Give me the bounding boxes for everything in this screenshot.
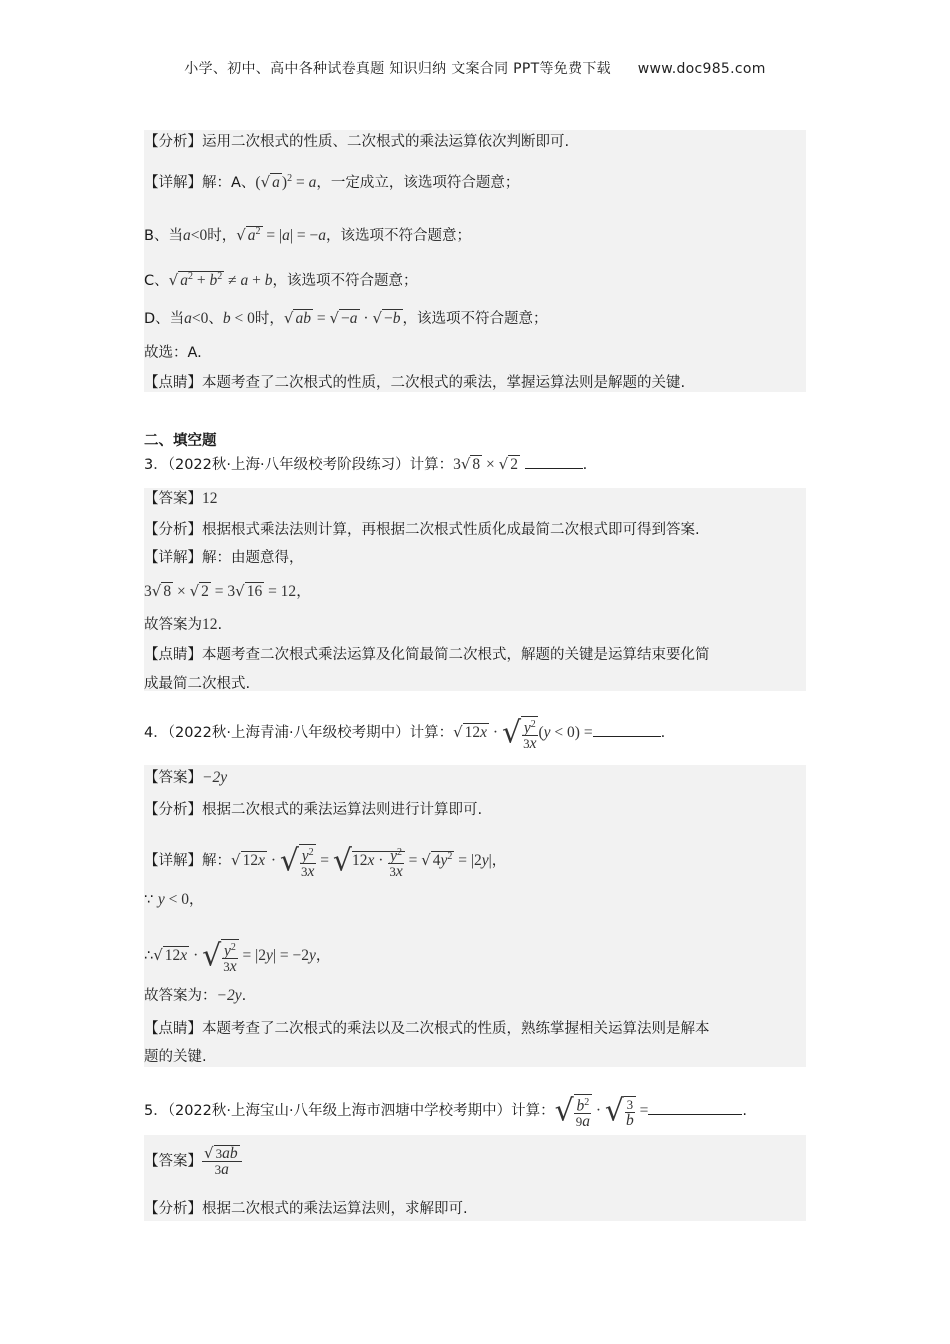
q4-analysis: 【分析】根据二次根式的乘法运算法则进行计算即可. <box>144 802 483 818</box>
q3-comment-1: 【点睛】本题考查二次根式乘法运算及化简最简二次根式，解题的关键是运算结束要化简 <box>144 647 710 663</box>
q3-stem: 3．（2022秋·上海·八年级校考阶段练习）计算：3√ 8 × √ 2 . <box>144 455 588 473</box>
q4-detail: 【详解】解：√ 12x · √ $\frac{y^2}{3x}$ = √12x · $\frac{y^2}{3x}$ = √ $4y^2 = |2y|$， <box>144 843 507 881</box>
header-url[interactable]: www.doc985.com <box>637 61 766 77</box>
q2-analysis: 【分析】运用二次根式的性质、二次根式的乘法运算依次判断即可. <box>144 134 570 150</box>
q3-expression: 3√ 8 × √ 2 <box>453 455 518 473</box>
q3-calculation: 3√ 8 × √ 2 = 3√ 16 = 12， <box>144 582 311 600</box>
q4-therefore: ∴√ 12x · √ $\frac{y^2}{3x}$ = |2y| = −2y， <box>144 938 331 976</box>
q4-result: 故答案为：−2y. <box>144 987 247 1004</box>
q4-detail-formula: √ 12x · √ $\frac{y^2}{3x}$ = √12x · $\frac{y^2}{3x}$ = √ $4y^2 = |2y|$ <box>231 843 492 881</box>
formula-a: (√ a )$^2$ = a <box>255 173 317 192</box>
q4-answer: 【答案】−2y <box>144 769 228 786</box>
q4-comment-1: 【点睛】本题考查了二次根式的乘法以及二次根式的性质，熟练掌握相关运算法则是解本 <box>144 1021 710 1037</box>
q5-answer-fraction: $\frac{√ 3ab}{3a}$ <box>202 1146 242 1177</box>
q5-stem: 5．（2022秋·上海宝山·八年级上海市泗塘中学校考期中）计算：√ $\frac{b^2}{9a}$ · √ $\frac{3}{b}$ = . <box>144 1093 747 1131</box>
q3-comment-2: 成最简二次根式. <box>144 676 251 692</box>
q5-answer: 【答案】 $\frac{√ 3ab}{3a}$ <box>144 1146 806 1177</box>
q3-result: 故答案为12. <box>144 616 223 633</box>
section-title: 二、填空题 <box>144 433 217 449</box>
q4-comment-2: 题的关键. <box>144 1049 207 1065</box>
q4-expression: √ 12x · √ $\frac{y^2}{3x}$ (y < 0) = <box>453 715 593 753</box>
q5-answer-blank[interactable] <box>648 1100 742 1115</box>
q2-detail-b: B、当a<0时，√ $a^2 = |a| = -a$，该选项不符合题意； <box>144 226 471 245</box>
formula-d: √ ab = √ −a · √ −b <box>283 309 401 327</box>
formula-b: √ $a^2 = |a| = -a$ <box>236 226 326 245</box>
q5-analysis: 【分析】根据二次根式的乘法运算法则，求解即可. <box>144 1201 468 1217</box>
q3-detail: 【详解】解：由题意得， <box>144 550 304 566</box>
q4-answer-blank[interactable] <box>593 722 661 737</box>
q2-comment: 【点睛】本题考查了二次根式的性质，二次根式的乘法，掌握运算法则是解题的关键. <box>144 375 686 391</box>
q4-therefore-formula: √ 12x · √ $\frac{y^2}{3x}$ = |2y| = −2y <box>153 938 316 976</box>
q2-detail-a: 【详解】解：A、(√ a )$^2$ = a，一定成立，该选项符合题意； <box>144 173 520 192</box>
q5-expression: √ $\frac{b^2}{9a}$ · √ $\frac{3}{b}$ = <box>554 1093 649 1131</box>
q2-detail-d: D、当a<0、b < 0时，√ ab = √ −a · √ −b ，该选项不符合题意； <box>144 309 548 327</box>
page-header <box>0 58 950 78</box>
q2-choice: 故选：A. <box>144 345 202 361</box>
q4-stem: 4．（2022秋·上海青浦·八年级校考期中）计算：√ 12x · √ $\frac{y^2}{3x}$ (y < 0) = . <box>144 715 666 753</box>
formula-c: √ $a^2 + b^2 \ne a + b$ <box>168 271 273 290</box>
q3-analysis: 【分析】根据根式乘法法则计算，再根据二次根式性质化成最简二次根式即可得到答案. <box>144 522 700 538</box>
q3-answer: 【答案】12 <box>144 490 218 507</box>
header-text: 小学、初中、高中各种试卷真题 知识归纳 文案合同 PPT等免费下载 <box>184 61 611 77</box>
q3-answer-blank[interactable] <box>525 454 583 469</box>
q4-because: ∵ y < 0， <box>144 891 204 908</box>
q2-detail-c: C、√ $a^2 + b^2 \ne a + b$，该选项不符合题意； <box>144 271 418 290</box>
